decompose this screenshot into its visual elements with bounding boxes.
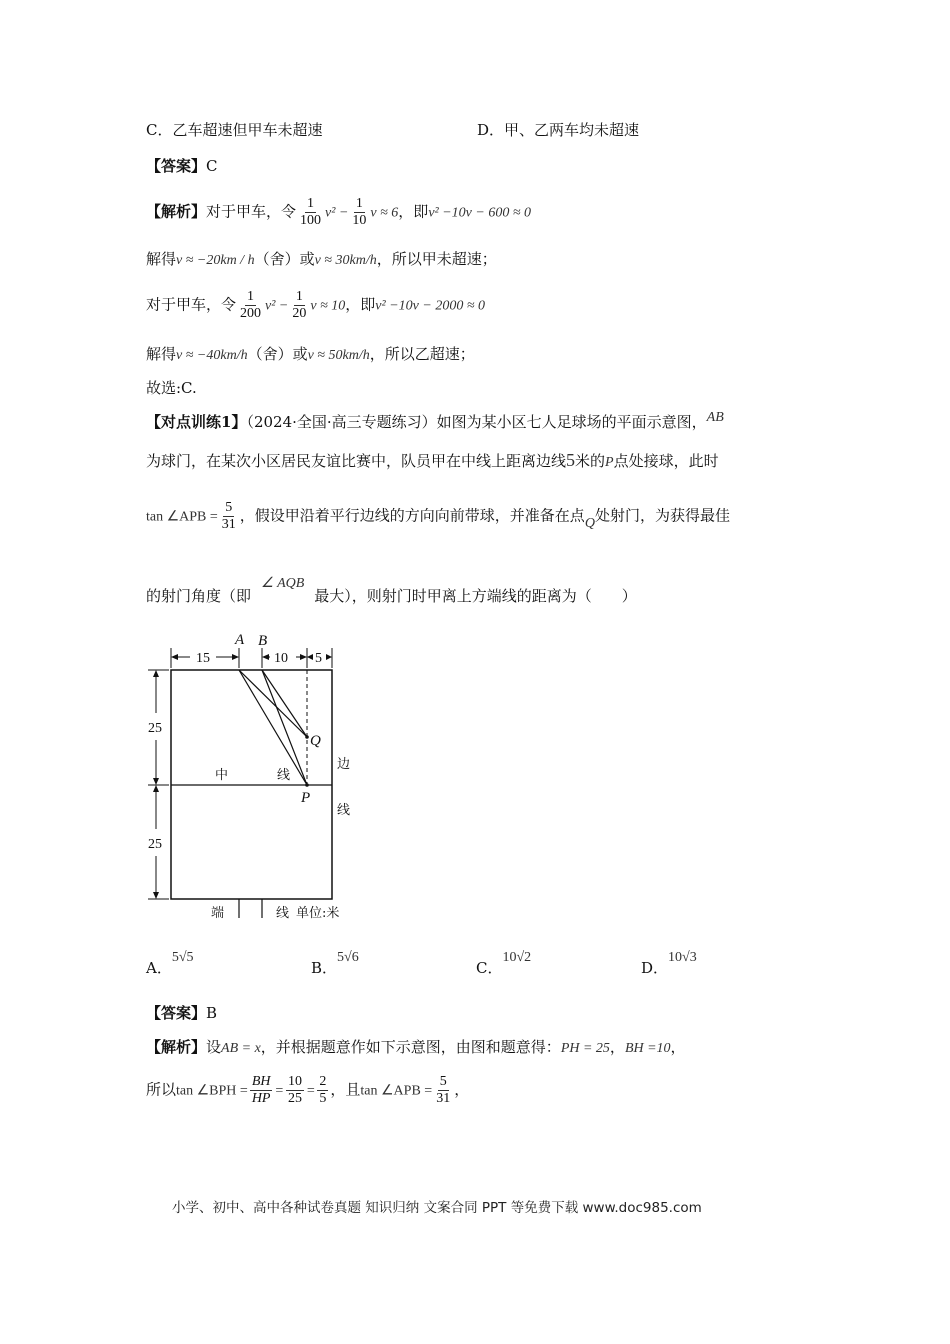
analysis-text: ，且 — [330, 1080, 361, 1099]
analysis-text: ，所以甲未超速； — [376, 250, 497, 268]
analysis-label: 【解析】 — [146, 1038, 207, 1056]
fraction: $\frac{2}{5}$ — [319, 1074, 327, 1106]
analysis-line-4 — [146, 343, 475, 364]
arrow-head — [232, 654, 239, 660]
math-expr: ∠ AQB — [261, 576, 305, 591]
problem-text: 最大），则射门时甲离上方端线的距离为（ ） — [314, 587, 637, 605]
arrow-head — [153, 785, 159, 792]
math-expr: BH =10 — [624, 1041, 671, 1056]
label-q: Q — [310, 733, 321, 749]
choice-c[interactable] — [476, 945, 532, 977]
arrow-head — [153, 670, 159, 677]
football-field-diagram — [140, 628, 370, 928]
math-expr: Q — [584, 515, 595, 531]
math-expr: AB — [706, 410, 724, 425]
analysis-text: 对于甲车，令 — [206, 202, 297, 221]
answer-label: 【答案】 — [146, 157, 207, 175]
math-expr: tan ∠APB = — [146, 509, 218, 525]
problem-text: 的射门角度（即 — [146, 587, 252, 605]
math-expr: v² −10v − 2000 ≈ 0 — [375, 298, 485, 314]
problem-line-3 — [146, 500, 730, 533]
math-expr: v ≈ 6 — [370, 205, 399, 221]
math-expr: PH = 25 — [560, 1041, 610, 1056]
problem-text: ，假设甲沿着平行边线的方向向前带球，并准备在点 — [239, 506, 585, 525]
problem-tag: 【对点训练1】 — [146, 413, 247, 431]
analysis2-line-2: 所以tan ∠BPH = $\frac{BH}{HP}$ = $\frac{10}{25}$ = $\frac{2}{5}$ ，且tan ∠APB = $\frac{5}{31}$ ， — [146, 1074, 470, 1106]
problem-line-4 — [146, 576, 637, 606]
endline-label-right: 线 — [276, 906, 290, 921]
answer-value: B — [206, 1004, 218, 1022]
analysis-text: 解得 — [146, 250, 177, 268]
arrow-head — [300, 654, 307, 660]
answer-line-1 — [146, 155, 218, 176]
problem-line-2 — [146, 450, 719, 471]
math-expr: v ≈ −40km/h — [176, 348, 248, 363]
math-expr: v ≈ 10 — [310, 298, 346, 314]
analysis-text: （舍）或 — [254, 250, 315, 268]
fraction: $\frac{5}{31}$ — [221, 500, 236, 532]
arrow-head — [171, 654, 178, 660]
dim-10-label: 10 — [274, 651, 288, 666]
math-expr: tan ∠BPH = — [176, 1083, 248, 1099]
math-expr: v ≈ 30km/h — [314, 253, 377, 268]
fraction: $\frac{1}{200}$ — [240, 289, 262, 321]
math-expr: v² − — [325, 205, 349, 221]
analysis-text: 所以 — [146, 1080, 177, 1099]
math-expr: AB = x — [221, 1041, 261, 1056]
answer-line-2 — [146, 1002, 217, 1023]
analysis-text: ，并根据题意作如下示意图，由图和题意得： — [260, 1038, 561, 1056]
label-p: P — [301, 790, 311, 806]
arrow-head — [153, 778, 159, 785]
problem-text: 点处接球，此时 — [613, 452, 719, 470]
analysis-text: 对于甲车，令 — [146, 295, 237, 314]
choice-b[interactable] — [311, 945, 359, 977]
arrow-head — [307, 654, 313, 660]
fraction: $\frac{BH}{HP}$ — [251, 1074, 271, 1106]
analysis-text: ，即 — [398, 202, 429, 221]
problem-text: （2024·全国·高三专题练习）如图为某小区七人足球场的平面示意图， — [246, 413, 707, 431]
math-expr: v² − — [265, 298, 289, 314]
analysis-label: 【解析】 — [146, 202, 207, 221]
analysis-line-2 — [146, 248, 497, 269]
unit-label: 单位:米 — [296, 906, 340, 921]
dim-5-label: 5 — [315, 651, 322, 666]
analysis-line-1 — [146, 196, 531, 229]
sideline-label-1: 边 — [337, 757, 351, 772]
arrow-head — [326, 654, 332, 660]
fraction: $\frac{1}{10}$ — [352, 196, 367, 228]
option-c-prev: C．乙车超速但甲车未超速 — [146, 121, 323, 139]
choice-value: 5√5 — [171, 950, 194, 965]
label-a: A — [235, 632, 245, 648]
problem-line-1 — [146, 411, 724, 432]
math-expr: tan ∠APB = — [360, 1083, 433, 1099]
option-d-prev: D．甲、乙两车均未超速 — [477, 121, 640, 139]
analysis-text: ，即 — [345, 295, 376, 314]
dim-25-top-label: 25 — [148, 721, 162, 736]
dim-25-bottom-label: 25 — [148, 837, 162, 852]
problem-text: 处射门，为获得最佳 — [594, 506, 730, 525]
arrow-head — [262, 654, 269, 660]
choice-d[interactable] — [641, 945, 697, 977]
analysis-line-3 — [146, 289, 485, 322]
endline-label-left: 端 — [211, 906, 225, 921]
math-expr: v² −10v − 600 ≈ 0 — [428, 205, 532, 221]
choice-letter: D． — [641, 959, 669, 977]
problem-text: 米的 — [575, 452, 606, 470]
fraction: $\frac{5}{31}$ — [436, 1074, 451, 1106]
fraction: $\frac{1}{100}$ — [300, 196, 322, 228]
analysis-text: 解得 — [146, 345, 177, 363]
analysis-text: （舍）或 — [247, 345, 308, 363]
choice-letter: A． — [146, 959, 172, 977]
choice-value: 10√2 — [502, 950, 532, 965]
sideline-label-2: 线 — [337, 803, 351, 818]
math-expr: v ≈ −20km / h — [176, 253, 255, 268]
fraction: $\frac{10}{25}$ — [287, 1074, 302, 1106]
analysis-text: 设 — [206, 1038, 222, 1056]
choice-a[interactable] — [146, 945, 194, 977]
analysis-text: ， — [454, 1080, 470, 1099]
analysis-text: ，所以乙超速； — [369, 345, 475, 363]
analysis2-line-1 — [146, 1036, 686, 1057]
choice-value: 10√3 — [668, 950, 697, 965]
answer-label: 【答案】 — [146, 1004, 207, 1022]
choice-letter: B． — [311, 959, 338, 977]
analysis-conclusion: 故选:C. — [146, 379, 197, 397]
label-b: B — [258, 633, 268, 649]
math-expr: 5 — [566, 450, 576, 470]
point-q — [305, 735, 309, 739]
arrow-head — [153, 892, 159, 899]
midline-label-right: 线 — [277, 768, 291, 783]
point-p — [305, 783, 309, 787]
fraction: $\frac{1}{20}$ — [292, 289, 307, 321]
math-expr: P — [605, 455, 614, 470]
page-footer: 小学、初中、高中各种试卷真题 知识归纳 文案合同 PPT 等免费下载 www.doc985.com — [172, 1200, 702, 1216]
analysis-text: ， — [609, 1038, 625, 1056]
analysis-text: ， — [670, 1038, 686, 1056]
dim-15-label: 15 — [196, 651, 210, 666]
midline-label-left: 中 — [215, 768, 229, 783]
choice-value: 5√6 — [337, 950, 359, 965]
answer-value: C — [206, 157, 218, 175]
problem-text: 为球门，在某次小区居民友谊比赛中，队员甲在中线上距离边线 — [146, 452, 567, 470]
math-expr: v ≈ 50km/h — [307, 348, 370, 363]
choice-letter: C． — [476, 959, 503, 977]
